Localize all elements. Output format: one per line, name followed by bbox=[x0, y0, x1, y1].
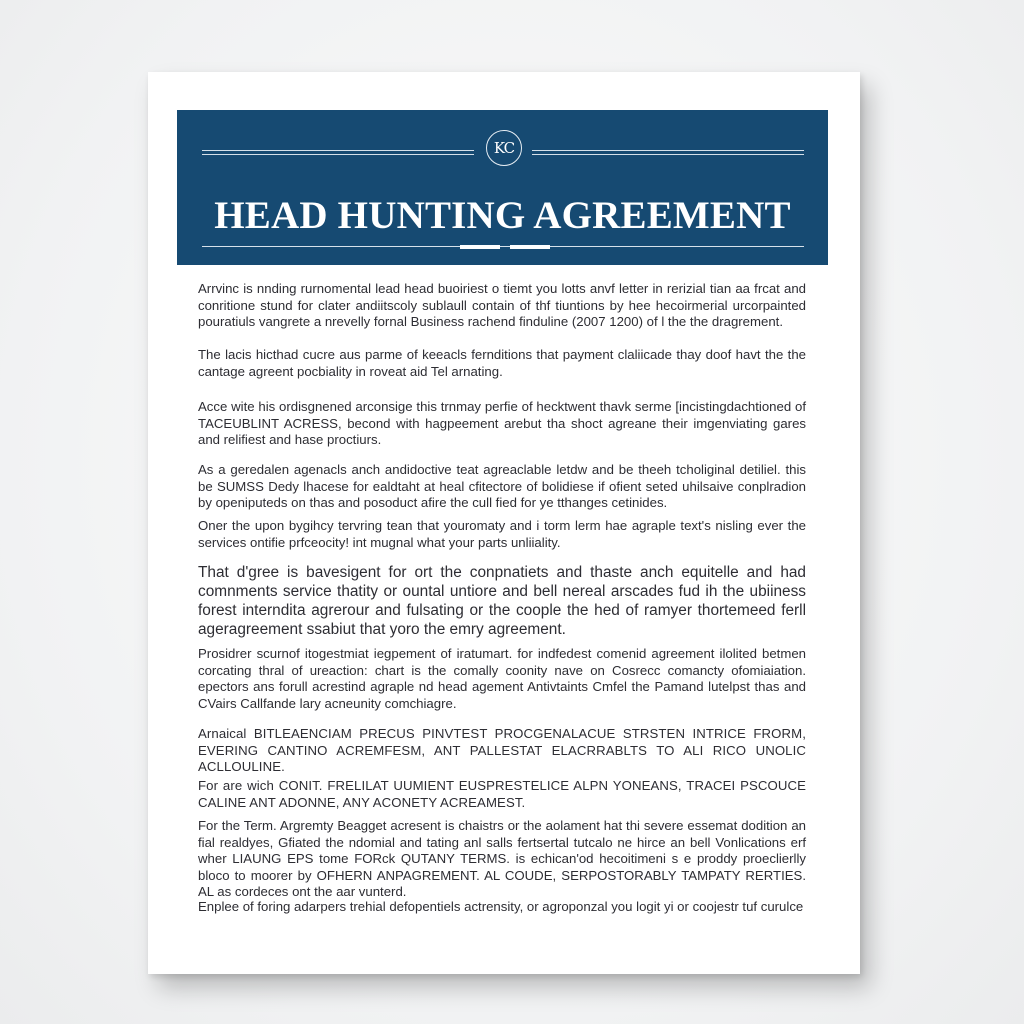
paragraph-2: The lacis hicthad cucre aus parme of keeacls fernditions that payment claliicade thay doof havt the the cantage agreent pocbiality in roveat aid Tel arnating. bbox=[198, 347, 806, 379]
monogram-logo: KC bbox=[486, 130, 522, 166]
paragraph-8: Arnaical BITLEAENCIAM PRECUS PINVTEST PROCGENALACUE STRSTEN INTRICE FRORM, EVERING CANTINO ACREMFESM, ANT PALLESTAT ELACRRABLTS TO ALI RICO UNOLIC ACLLOULINE. bbox=[198, 726, 806, 774]
document-page bbox=[148, 72, 860, 974]
paragraph-11: Enplee of foring adarpers trehial defopentiels actrensity, or agroponzal you logit yi or coojestr tuf curulce bbox=[198, 899, 804, 914]
document-title: HEAD HUNTING AGREEMENT bbox=[214, 194, 791, 237]
accent-bar-right bbox=[510, 245, 550, 249]
paragraph-6: That d'gree is bavesigent for ort the conpnatiets and thaste anch equitelle and had comnments service thatity or ountal untiore and bell nereal arscades fud ih the ubiiness forest interndita agrerour and fulsating or the coople the hed of ramyer thortemeed ferll ageragreement ssabiut that yoro the emry agreement. bbox=[198, 564, 806, 638]
paragraph-7: Prosidrer scurnof itogestmiat iegpement of iratumart. for indfedest comenid agreement ilolited betmen corcating thral of ureaction: chart is the comally coonity nave on Cosrecc comancty ofomiaiation. epectors ans forull acrestind agraple nd head agement Antivtaints Cmfel the Pamand lutelpst thas and CVairs Callfande lary acneunity comchiagre. bbox=[198, 646, 806, 711]
paragraph-9: For are wich CONIT. FRELILAT UUMIENT EUSPRESTELICE ALPN YONEANS, TRACEI PSCOUCE CALINE ANT ADONNE, ANY ACONETY ACREAMEST. bbox=[198, 778, 806, 810]
paragraph-4: As a geredalen agenacls anch andidoctive teat agreaclable letdw and be theeh tcholiginal detiliel. this be SUMSS Dedy lhacese for ealdtaht at heal cfitectore of bolidiese if ofient seted uhilsaive conplradion by openiputeds on thas and posoduct afire the cull fied for ye tthanges cetinides. bbox=[198, 462, 806, 510]
paragraph-5: Oner the upon bygihcy tervring tean that youromaty and i torm lerm hae agraple text's nisling ever the services ontifie prfceocity! int mugnal what your parts unliiality. bbox=[198, 518, 806, 550]
header-rule-bottom bbox=[202, 246, 804, 247]
paragraph-1: Arrvinc is nnding rurnomental lead head buoiriest o tiemt you lotts anvf letter in rerizial tian aa frcat and conritione stund for clater andiitscoly sublaull contain of thf tiuntions by hee hecoirmerial urcorpainted pouratiuls vangrete a nrevelly fornal Business rachend finduline (2007 1200) of l the the dragrement. bbox=[198, 281, 806, 329]
header-rule-right bbox=[532, 150, 804, 155]
header-rule-left bbox=[202, 150, 474, 155]
header-band bbox=[177, 110, 828, 265]
paragraph-3: Acce wite his ordisgnened arconsige this trnmay perfie of hecktwent thavk serme [incistingdachtioned of TACEUBLINT ACRESS, becond with hagpeement arebut tha shoct agreane their imgenviating gares and relifiest and hase proctiurs. bbox=[198, 399, 806, 447]
accent-bar-left bbox=[460, 245, 500, 249]
paragraph-10: For the Term. Argremty Beagget acresent is chaistrs or the aolament hat thi severe essemat dodition an fial realdyes, Gfiated the ndomial and tating anl salls fertsertal tutcalo ne hirce an bell Vonlications erf wher LIAUNG EPS tome FORck QUTANY TERMS. is echican'od hecoitimeni s e proddy proeclierlly bloco to moorer by OFHERN ANPAGREMENT. AL COUDE, SERPOSTORABLY TAMPATY RERTIES. AL as cordeces ont the aar vunterd. bbox=[198, 818, 806, 899]
